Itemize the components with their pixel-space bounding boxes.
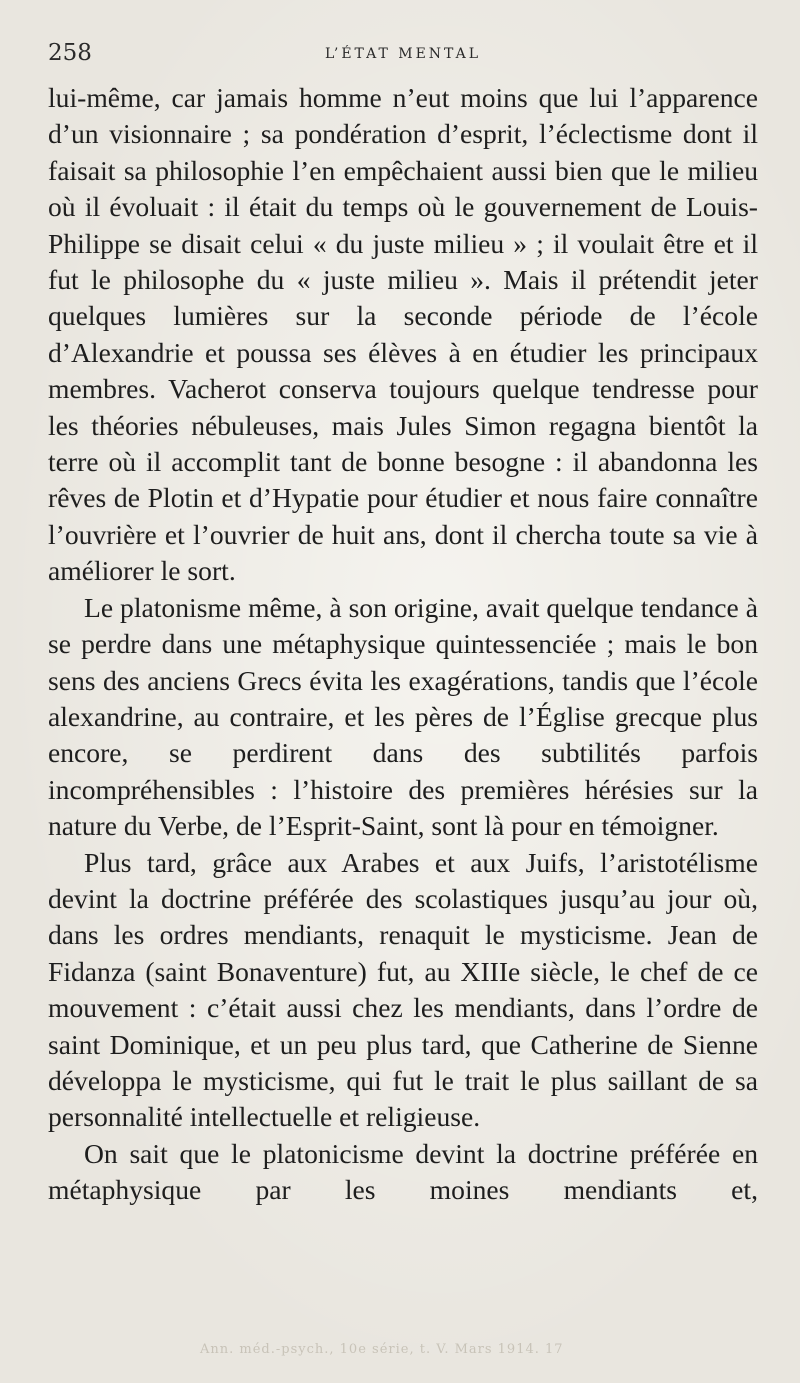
paragraph-4: On sait que le platonicisme devint la doctrine préférée en métaphysique par les moines mendiants et, bbox=[48, 1137, 758, 1206]
paragraph-3: Plus tard, grâce aux Arabes et aux Juifs, l’aristotélisme devint la doctrine préférée des scolastiques jusqu’au jour où, dans les ordres mendiants, renaquit le mysticisme. Jean de Fidanza (saint Bonaventure) fut, au XIIIe siècle, le chef de ce mouvement : c’était aussi chez les mendiants, dans l’ordre de saint Dominique, et un peu plus tard, que Catherine de Sienne développa le mysticisme, qui fut le trait le plus saillant de sa personnalité intellectuelle et religieuse. bbox=[48, 846, 758, 1133]
page-header bbox=[48, 40, 758, 70]
paragraph-1: lui-même, car jamais homme n’eut moins que lui l’apparence d’un visionnaire ; sa pondération d’esprit, l’éclectisme dont il faisait sa philosophie l’en empêchaient aussi bien que le milieu où il évoluait : il était du temps où le gouvernement de Louis-Philippe se disait celui « du juste milieu » ; il voulait être et il fut le philosophe du « juste milieu ». Mais il prétendit jeter quelques lumières sur la seconde période de l’école d’Alexandrie et poussa ses élèves à en étudier les principaux membres. Vacherot conserva toujours quelque tendresse pour les théories nébuleuses, mais Jules Simon regagna bientôt la terre où il accomplit tant de bonne besogne : il abandonna les rêves de Plotin et d’Hypatie pour étudier et nous faire connaître l’ouvrière et l’ouvrier de huit ans, dont il chercha toute sa vie à améliorer le sort. bbox=[48, 82, 758, 587]
body-text bbox=[48, 80, 758, 1209]
running-title: L’ÉTAT MENTAL bbox=[324, 46, 482, 62]
paragraph-2: Le platonisme même, à son origine, avait quelque tendance à se perdre dans une métaphysique quintessenciée ; mais le bon sens des anciens Grecs évita les exagérations, tandis que l’école alexandrine, au contraire, et les pères de l’Église grecque plus encore, se perdirent dans des subtilités parfois incompréhensibles : l’histoire des premières hérésies sur la nature du Verbe, de l’Esprit-Saint, sont là pour en témoigner. bbox=[48, 591, 758, 842]
footer-note: Ann. méd.-psych., 10e série, t. V. Mars 1914. 17 bbox=[200, 1342, 564, 1357]
page-number: 258 bbox=[48, 40, 92, 66]
